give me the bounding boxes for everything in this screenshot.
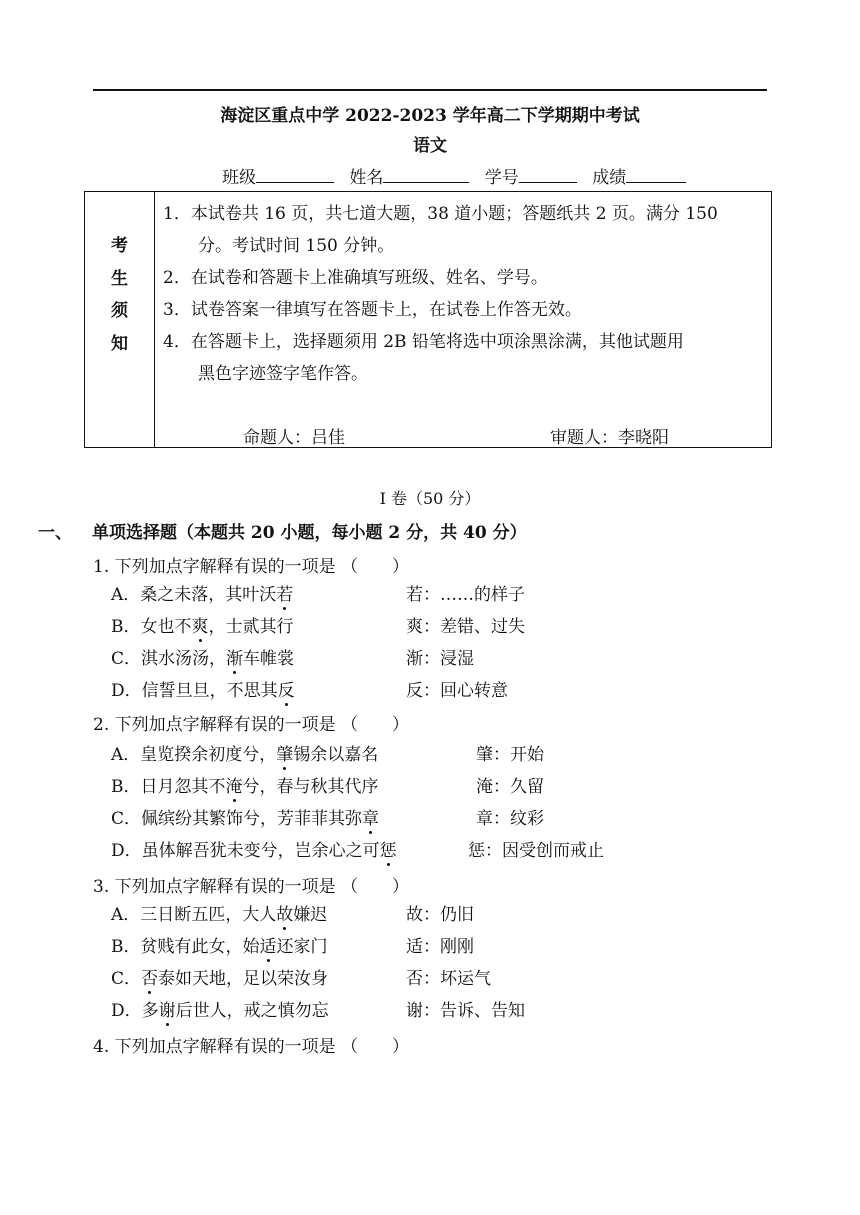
option-text: 车帷裳 [243,649,295,669]
option-text: C． [111,969,142,989]
student-id-label: 学号 [484,168,519,188]
question-stem: 4. 下列加点字解释有误的一项是 （ ） [93,1037,410,1057]
notice-line-4-cont: 黑色字迹签字笔作答。 [198,364,368,384]
option-explanation: 故：仍旧 [406,905,474,925]
notice-line-1: 1．本试卷共 16 页，共七道大题，38 道小题；答题纸共 2 页。满分 150 [163,204,718,224]
question-option [111,804,379,829]
option-text: 泰如天地，足以荣汝身 [158,969,329,989]
option-text: 锡余以嘉名 [293,745,379,765]
notice-label-char: 生 [111,268,128,289]
option-explanation: 否：坏运气 [406,969,491,989]
exam-notice-box [84,191,772,448]
dotted-char: 故 [276,900,293,925]
question-stem: 3. 下列加点字解释有误的一项是 （ ） [93,877,410,897]
option-text: B．女也不 [111,617,192,637]
notice-label [85,230,154,360]
option-explanation: 肇：开始 [476,745,544,765]
option-text: D．多 [111,1001,159,1021]
option-text: D．信誓旦旦，不思其 [111,681,278,701]
score-blank[interactable] [626,164,686,183]
option-explanation: 适：刚刚 [406,937,474,957]
notice-line-1-cont: 分。考试时间 150 分钟。 [198,236,395,256]
question-option [111,996,329,1021]
question-option [111,612,294,637]
dotted-char: 适 [260,932,277,957]
part-title: 单项选择题（本题共 20 小题，每小题 2 分，共 40 分） [92,523,527,543]
option-explanation: 章：纹彩 [476,809,544,829]
question-reviewer: 审题人：李晓阳 [550,428,669,448]
dotted-char: 若 [276,580,293,605]
dotted-char: 反 [278,676,295,701]
score-label: 成绩 [592,168,627,188]
option-text: A．皇览揆余初度兮， [111,745,277,765]
option-text: A．三日断五匹，大人 [111,905,277,925]
option-explanation: 反：回心转意 [406,681,508,701]
part-number: 一、 [38,523,72,543]
option-text: 嫌迟 [293,905,328,925]
option-explanation: 爽：差错、过失 [406,617,525,637]
question-stem: 2. 下列加点字解释有误的一项是 （ ） [93,715,410,735]
question-option [111,740,378,765]
subject-title: 语文 [413,136,447,156]
option-explanation: 谢：告诉、告知 [406,1001,525,1021]
option-text: 兮，春与秋其代序 [242,777,379,797]
option-text: 还家门 [276,937,328,957]
option-explanation: 惩：因受创而戒止 [468,841,604,861]
notice-label-char: 知 [111,333,128,354]
student-id-blank[interactable] [519,164,577,183]
name-blank[interactable] [383,164,469,183]
dotted-char: 淹 [226,772,243,797]
question-option [111,964,328,989]
option-text: ，士贰其行 [208,617,294,637]
notice-label-char: 考 [111,236,128,256]
question-option [111,836,397,861]
notice-line-3: 3．试卷答案一律填写在答题卡上，在试卷上作答无效。 [163,300,582,320]
question-option [111,932,328,957]
name-label: 姓名 [349,168,384,188]
option-text: A．桑之未落，其叶沃 [111,585,277,605]
question-stem: 1. 下列加点字解释有误的一项是 （ ） [93,557,410,577]
section-title: I 卷（50 分） [379,489,481,508]
option-text: D．虽体解吾犹未变兮，岂余心之可 [111,841,380,861]
exam-title: 海淀区重点中学 2022-2023 学年高二下学期期中考试 [220,106,640,126]
part-heading [38,518,527,543]
option-explanation: 若：……的样子 [406,585,525,605]
option-explanation: 渐：浸湿 [406,649,474,669]
option-text: 后世人，戒之慎勿忘 [175,1001,329,1021]
dotted-char: 渐 [226,644,243,669]
question-option [111,580,293,605]
notice-divider [154,192,155,447]
top-rule [93,89,767,91]
dotted-char: 爽 [192,612,209,637]
option-text: C．佩缤纷其繁饰兮，芳菲菲其弥 [111,809,363,829]
notice-label-char: 须 [111,301,128,321]
question-option [111,900,327,925]
option-text: B．日月忽其不 [111,777,226,797]
option-explanation: 淹：久留 [476,777,544,797]
option-text: B．贫贱有此女，始 [111,937,260,957]
dotted-char: 惩 [380,836,397,861]
question-setter: 命题人：吕佳 [243,428,345,448]
question-option [111,676,295,701]
notice-line-4: 4．在答题卡上，选择题须用 2B 铅笔将选中项涂黑涂满，其他试题用 [163,332,684,352]
question-option [111,772,379,797]
dotted-char: 否 [141,964,158,989]
question-option [111,644,294,669]
dotted-char: 谢 [159,996,176,1021]
notice-line-2: 2．在试卷和答题卡上准确填写班级、姓名、学号。 [163,268,548,288]
student-info-row [222,163,696,188]
option-text: C．淇水汤汤， [111,649,227,669]
dotted-char: 肇 [276,740,293,765]
class-blank[interactable] [256,164,334,183]
dotted-char: 章 [362,804,379,829]
class-label: 班级 [222,168,256,188]
